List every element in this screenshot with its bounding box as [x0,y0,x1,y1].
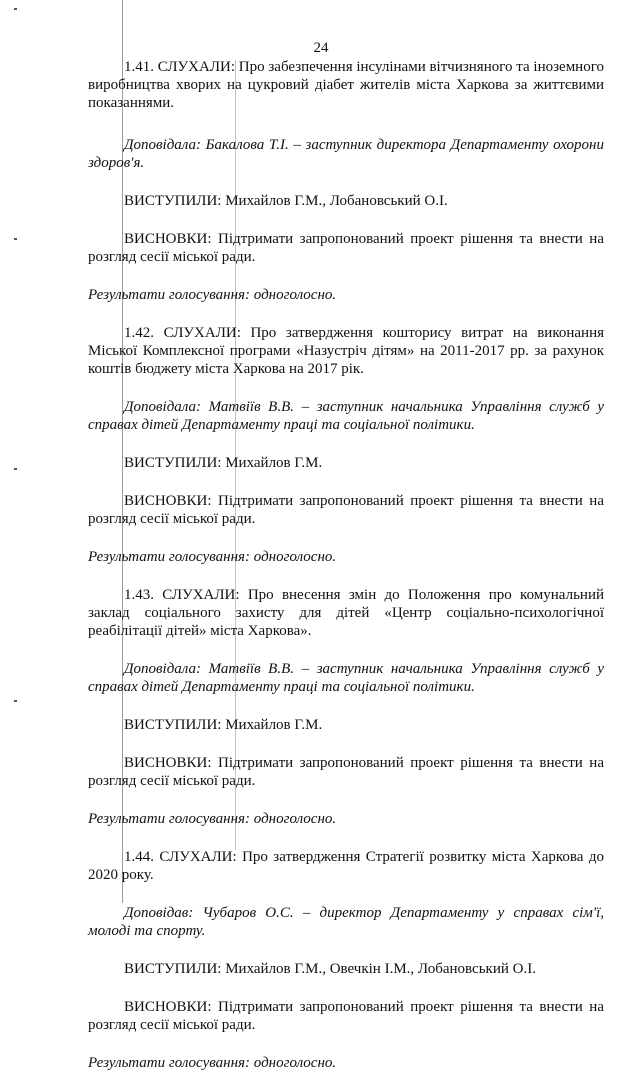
voting-result: Результати голосування: одноголосно. [88,811,337,827]
conclusions-paragraph: ВИСНОВКИ: Підтримати запропонований проект рішення та внести на розгляд сесії міської ради. [88,999,604,1033]
conclusions-paragraph: ВИСНОВКИ: Підтримати запропонований проект рішення та внести на розгляд сесії міської ради. [88,231,604,265]
spoke-paragraph: ВИСТУПИЛИ: Михайлов Г.М. [124,455,323,471]
speaker-paragraph: Доповідала: Матвіїв В.В. – заступник начальника Управління служб у справах дітей Департаменту праці та соціальної політики. [88,399,604,433]
heard-paragraph: 1.41. СЛУХАЛИ: Про забезпечення інсулінами вітчизняного та іноземного виробництва хворих на цукровий діабет жителів міста Харкова за життєвими показаннями. [88,59,604,111]
speaker-paragraph: Доповідала: Бакалова Т.І. – заступник директора Департаменту охорони здоров'я. [88,137,604,171]
scan-margin-mark [14,468,17,470]
agenda-item [88,58,604,304]
conclusions-paragraph: ВИСНОВКИ: Підтримати запропонований проект рішення та внести на розгляд сесії міської ради. [88,493,604,527]
heard-paragraph: 1.44. СЛУХАЛИ: Про затвердження Стратегії розвитку міста Харкова до 2020 року. [88,849,604,883]
scan-margin-mark [14,700,17,702]
page-number: 24 [313,40,329,56]
voting-result: Результати голосування: одноголосно. [88,1055,337,1071]
agenda-item [88,848,604,1072]
scan-margin-mark [14,8,17,10]
spoke-paragraph: ВИСТУПИЛИ: Михайлов Г.М., Овечкін І.М., Лобановський О.І. [124,961,536,977]
speaker-paragraph: Доповідала: Матвіїв В.В. – заступник начальника Управління служб у справах дітей Департаменту праці та соціальної політики. [88,661,604,695]
agenda-item [88,324,604,566]
scan-margin-mark [14,238,17,240]
conclusions-paragraph: ВИСНОВКИ: Підтримати запропонований проект рішення та внести на розгляд сесії міської ради. [88,755,604,789]
speaker-paragraph: Доповідав: Чубаров О.С. – директор Департаменту у справах сім'ї, молоді та спорту. [88,905,604,939]
heard-paragraph: 1.43. СЛУХАЛИ: Про внесення змін до Положення про комунальний заклад соціального захисту для дітей «Центр соціально-психологічної реабілітації дітей» міста Харкова». [88,587,604,639]
document-body [88,58,604,1072]
agenda-item [88,586,604,828]
voting-result: Результати голосування: одноголосно. [88,549,337,565]
spoke-paragraph: ВИСТУПИЛИ: Михайлов Г.М., Лобановський О.І. [124,193,448,209]
spoke-paragraph: ВИСТУПИЛИ: Михайлов Г.М. [124,717,323,733]
heard-paragraph: 1.42. СЛУХАЛИ: Про затвердження кошторису витрат на виконання Міської Комплексної програми «Назустріч дітям» на 2011-2017 рр. за рахунок коштів бюджету міста Харкова на 2017 рік. [88,325,604,377]
voting-result: Результати голосування: одноголосно. [88,287,337,303]
